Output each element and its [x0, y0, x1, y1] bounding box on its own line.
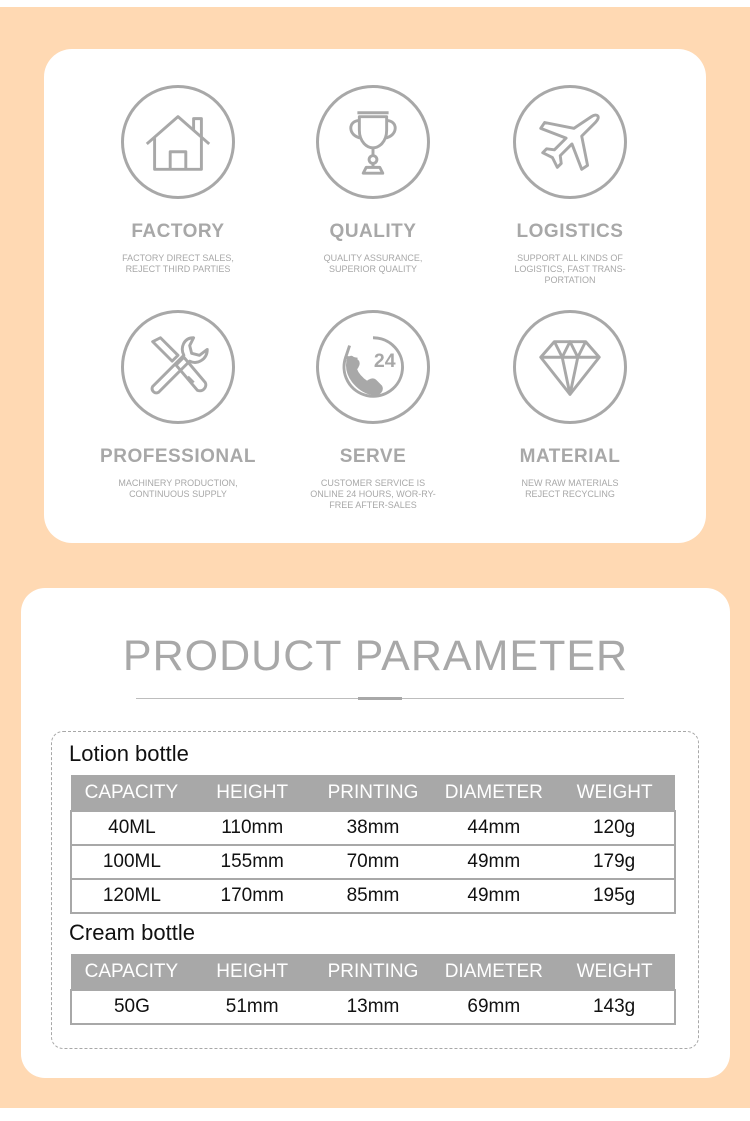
table-cell: 120g [554, 811, 675, 845]
feature-serve [273, 310, 473, 511]
diamond-icon [513, 310, 627, 424]
parameter-card [21, 588, 730, 1078]
feature-quality [273, 85, 473, 275]
column-header: PRINTING [313, 775, 434, 811]
feature-professional [78, 310, 278, 500]
table-row [71, 990, 675, 1024]
features-card [44, 49, 706, 543]
column-header: HEIGHT [192, 954, 313, 990]
phone-24-icon [316, 310, 430, 424]
airplane-icon [513, 85, 627, 199]
table-cell: 69mm [433, 990, 554, 1024]
table-row [71, 845, 675, 879]
trophy-icon [316, 85, 430, 199]
table-cell: 40ML [71, 811, 192, 845]
table-cell: 195g [554, 879, 675, 913]
feature-logistics [470, 85, 670, 286]
cream-bottle-table [70, 954, 676, 1025]
lotion-bottle-title: Lotion bottle [69, 741, 189, 766]
feature-desc: FACTORY DIRECT SALES, REJECT THIRD PARTIES [122, 253, 234, 274]
cream-bottle-title: Cream bottle [69, 920, 195, 945]
table-row [71, 879, 675, 913]
lotion-bottle-table [70, 775, 676, 914]
feature-title: SERVE [339, 446, 407, 467]
column-header: DIAMETER [433, 775, 554, 811]
table-cell: 70mm [313, 845, 434, 879]
top-strip [0, 0, 750, 7]
house-icon [121, 85, 235, 199]
column-header: HEIGHT [192, 775, 313, 811]
column-header: CAPACITY [71, 775, 192, 811]
feature-title: QUALITY [329, 221, 417, 242]
table-cell: 49mm [433, 879, 554, 913]
feature-title: LOGISTICS [516, 221, 624, 242]
column-header: CAPACITY [71, 954, 192, 990]
table-cell: 120ML [71, 879, 192, 913]
bottom-strip [0, 1108, 750, 1121]
column-header: WEIGHT [554, 954, 675, 990]
table-cell: 179g [554, 845, 675, 879]
table-header-row [71, 954, 675, 990]
feature-material [470, 310, 670, 500]
feature-desc: QUALITY ASSURANCE, SUPERIOR QUALITY [323, 253, 423, 274]
table-cell: 110mm [192, 811, 313, 845]
title-underline-accent [358, 697, 402, 700]
feature-desc: CUSTOMER SERVICE IS ONLINE 24 HOURS, WOR-RY-FREE AFTER-SALES [310, 478, 436, 510]
table-cell: 143g [554, 990, 675, 1024]
table-row [71, 811, 675, 845]
feature-desc: NEW RAW MATERIALS REJECT RECYCLING [521, 478, 619, 499]
table-cell: 51mm [192, 990, 313, 1024]
feature-title: PROFESSIONAL [100, 446, 256, 467]
table-cell: 100ML [71, 845, 192, 879]
parameter-title: PRODUCT PARAMETER [122, 632, 629, 680]
table-cell: 85mm [313, 879, 434, 913]
table-cell: 49mm [433, 845, 554, 879]
table-cell: 50G [71, 990, 192, 1024]
feature-factory [78, 85, 278, 275]
table-header-row [71, 775, 675, 811]
column-header: PRINTING [313, 954, 434, 990]
feature-desc: SUPPORT ALL KINDS OF LOGISTICS, FAST TRANS-PORTATION [514, 253, 626, 285]
icon-24-text: 24 [373, 350, 396, 372]
table-cell: 13mm [313, 990, 434, 1024]
table-cell: 170mm [192, 879, 313, 913]
table-cell: 38mm [313, 811, 434, 845]
tools-icon [121, 310, 235, 424]
table-cell: 44mm [433, 811, 554, 845]
column-header: WEIGHT [554, 775, 675, 811]
feature-desc: MACHINERY PRODUCTION, CONTINUOUS SUPPLY [118, 478, 238, 499]
feature-title: FACTORY [131, 221, 225, 242]
table-cell: 155mm [192, 845, 313, 879]
column-header: DIAMETER [433, 954, 554, 990]
feature-title: MATERIAL [519, 446, 621, 467]
